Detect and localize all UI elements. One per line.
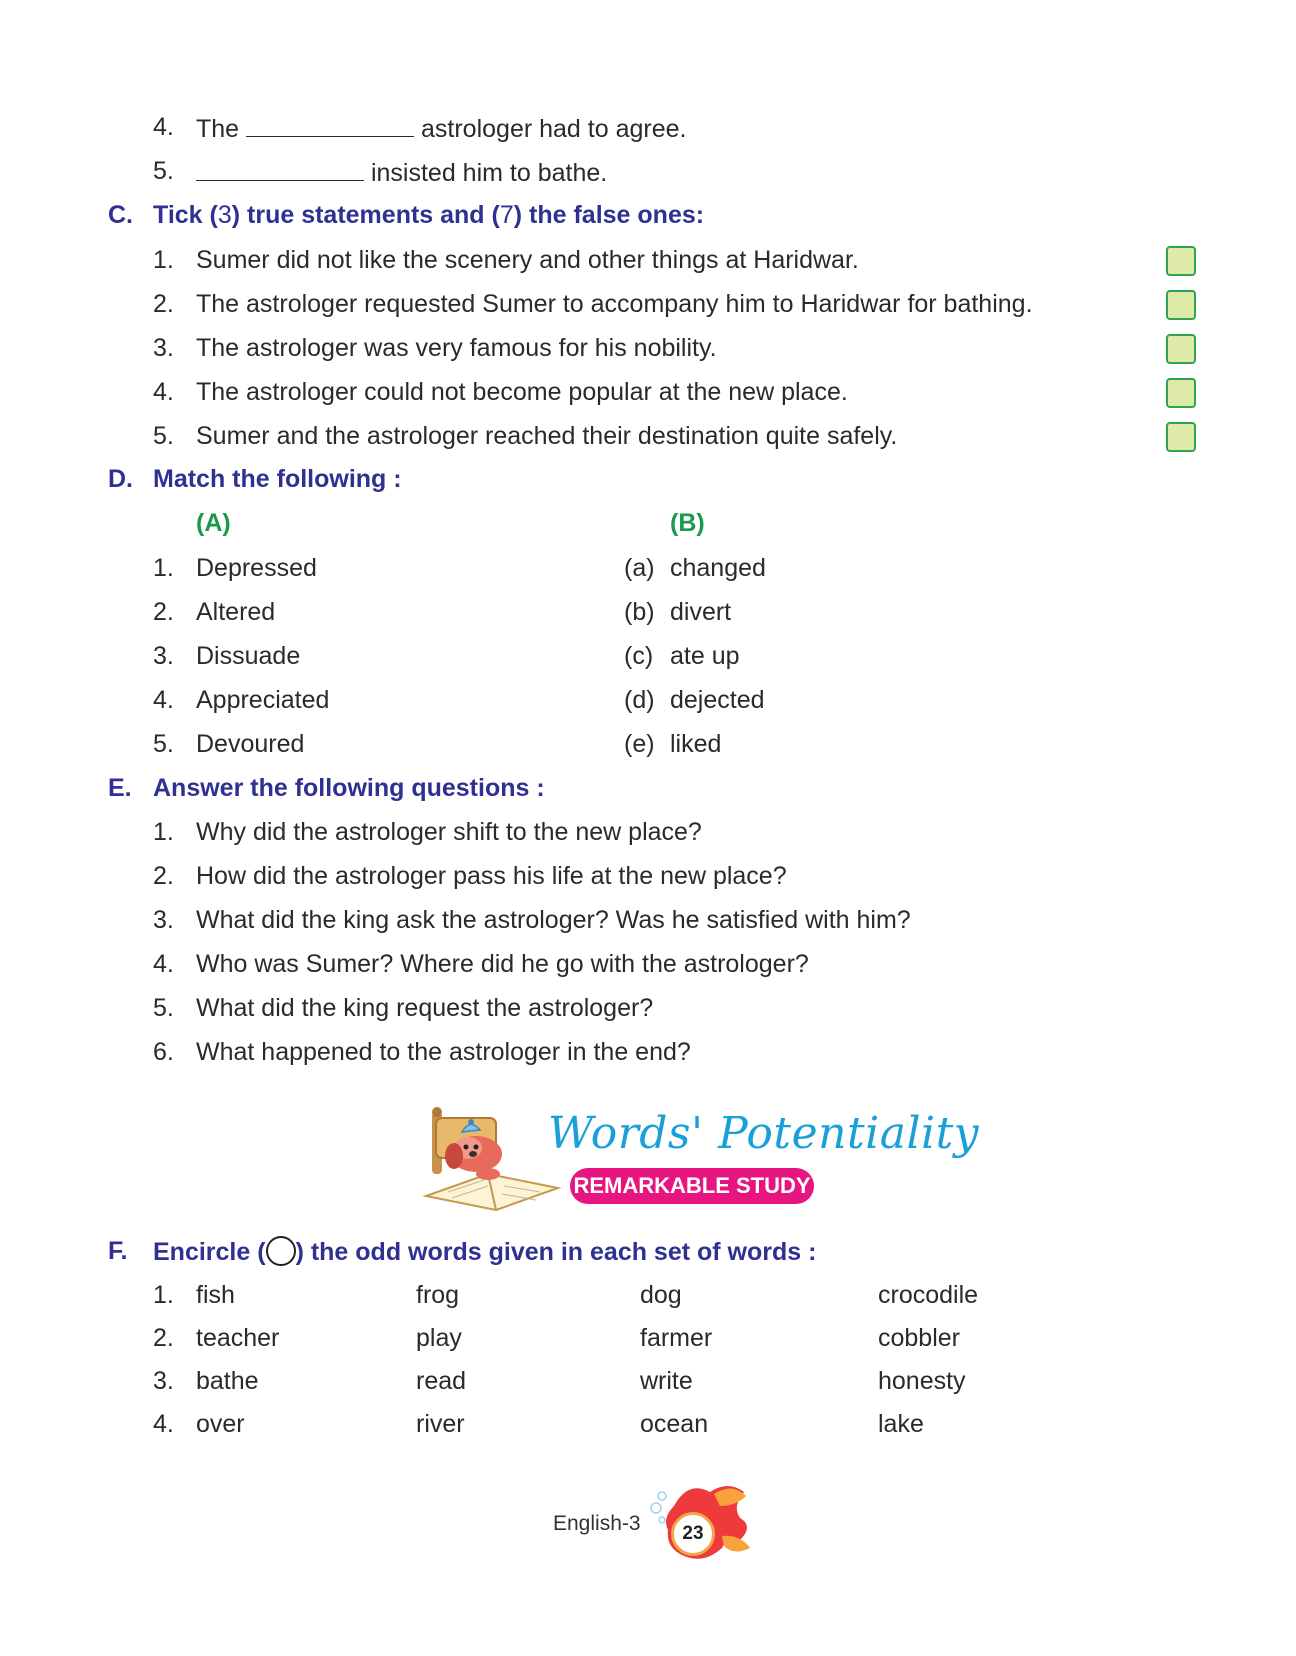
match-word-a: Dissuade xyxy=(196,642,301,670)
word-option[interactable]: play xyxy=(416,1324,462,1352)
answer-checkbox[interactable] xyxy=(1166,290,1196,320)
word-option[interactable]: frog xyxy=(416,1281,460,1309)
fill-blank-item xyxy=(196,156,607,188)
item-number: 4. xyxy=(153,950,174,978)
column-b-heading: (B) xyxy=(670,509,705,537)
item-number: 2. xyxy=(153,862,174,890)
item-number: 4. xyxy=(153,113,174,141)
section-f-heading xyxy=(153,1236,816,1267)
answer-checkbox[interactable] xyxy=(1166,246,1196,276)
answer-blank[interactable] xyxy=(196,156,364,181)
cross-symbol: 7 xyxy=(499,201,514,229)
section-letter: E. xyxy=(108,774,132,802)
word-option[interactable]: honesty xyxy=(878,1367,966,1395)
match-word-b: ate up xyxy=(670,642,740,670)
fill-blank-item xyxy=(196,112,686,144)
item-number: 2. xyxy=(153,290,174,318)
section-letter: C. xyxy=(108,201,133,229)
word-option[interactable]: cobbler xyxy=(878,1324,960,1352)
answer-checkbox[interactable] xyxy=(1166,422,1196,452)
word-option[interactable]: read xyxy=(416,1367,467,1395)
item-number: 4. xyxy=(153,1410,174,1438)
match-letter: (c) xyxy=(624,642,654,670)
item-number: 1. xyxy=(153,1281,174,1309)
page-number: 23 xyxy=(671,1512,715,1556)
heading-text: ) true statements and ( xyxy=(231,201,500,229)
item-number: 2. xyxy=(153,598,174,626)
fill-blank-before: The xyxy=(196,115,240,143)
word-option[interactable]: crocodile xyxy=(878,1281,979,1309)
item-number: 4. xyxy=(153,686,174,714)
statement: Sumer did not like the scenery and other things at Haridwar. xyxy=(196,246,859,274)
section-letter: F. xyxy=(108,1237,128,1265)
word-option[interactable]: teacher xyxy=(196,1324,280,1352)
fill-blank-after: astrologer had to agree. xyxy=(421,115,687,143)
banner-title: Words' Potentiality xyxy=(548,1108,980,1159)
column-a-heading: (A) xyxy=(196,509,231,537)
word-option[interactable]: dog xyxy=(640,1281,682,1309)
match-word-a: Appreciated xyxy=(196,686,330,714)
match-word-a: Altered xyxy=(196,598,276,626)
item-number: 1. xyxy=(153,246,174,274)
word-option[interactable]: ocean xyxy=(640,1410,709,1438)
banner-subtitle: REMARKABLE STUDY xyxy=(570,1168,814,1204)
match-word-a: Devoured xyxy=(196,730,305,758)
word-option[interactable]: farmer xyxy=(640,1324,713,1352)
question: How did the astrologer pass his life at the new place? xyxy=(196,862,787,890)
item-number: 3. xyxy=(153,642,174,670)
statement: The astrologer was very famous for his nobility. xyxy=(196,334,717,362)
match-word-a: Depressed xyxy=(196,554,317,582)
item-number: 5. xyxy=(153,730,174,758)
book-title: English-3 xyxy=(553,1512,641,1535)
item-number: 1. xyxy=(153,554,174,582)
item-number: 5. xyxy=(153,157,174,185)
answer-checkbox[interactable] xyxy=(1166,378,1196,408)
item-number: 1. xyxy=(153,818,174,846)
heading-text: ) the odd words given in each set of words : xyxy=(295,1238,817,1266)
match-word-b: divert xyxy=(670,598,732,626)
question: What did the king ask the astrologer? Was he satisfied with him? xyxy=(196,906,911,934)
match-letter: (a) xyxy=(624,554,655,582)
reading-dog-illustration xyxy=(418,1104,568,1214)
match-word-b: dejected xyxy=(670,686,765,714)
match-word-b: liked xyxy=(670,730,722,758)
answer-checkbox[interactable] xyxy=(1166,334,1196,364)
word-option[interactable]: river xyxy=(416,1410,465,1438)
question: Who was Sumer? Where did he go with the astrologer? xyxy=(196,950,809,978)
section-e-heading: Answer the following questions : xyxy=(153,774,545,802)
section-d-heading: Match the following : xyxy=(153,465,402,493)
answer-blank[interactable] xyxy=(246,112,414,137)
heading-text: Encircle ( xyxy=(153,1238,266,1266)
item-number: 3. xyxy=(153,1367,174,1395)
statement: Sumer and the astrologer reached their destination quite safely. xyxy=(196,422,898,450)
match-letter: (b) xyxy=(624,598,655,626)
tick-symbol: 3 xyxy=(217,201,232,229)
word-option[interactable]: bathe xyxy=(196,1367,259,1395)
question: Why did the astrologer shift to the new place? xyxy=(196,818,702,846)
section-c-heading xyxy=(153,200,704,230)
question: What happened to the astrologer in the end? xyxy=(196,1038,691,1066)
match-letter: (d) xyxy=(624,686,655,714)
word-option[interactable]: write xyxy=(640,1367,693,1395)
match-word-b: changed xyxy=(670,554,766,582)
item-number: 5. xyxy=(153,422,174,450)
fill-blank-after: insisted him to bathe. xyxy=(370,159,608,187)
item-number: 3. xyxy=(153,334,174,362)
statement: The astrologer could not become popular at the new place. xyxy=(196,378,848,406)
item-number: 3. xyxy=(153,906,174,934)
heading-text: ) the false ones: xyxy=(513,201,705,229)
item-number: 6. xyxy=(153,1038,174,1066)
word-option[interactable]: lake xyxy=(878,1410,924,1438)
heading-text: Tick ( xyxy=(153,201,218,229)
circle-icon xyxy=(266,1236,296,1266)
item-number: 4. xyxy=(153,378,174,406)
word-option[interactable]: fish xyxy=(196,1281,235,1309)
statement: The astrologer requested Sumer to accompany him to Haridwar for bathing. xyxy=(196,290,1033,318)
question: What did the king request the astrologer? xyxy=(196,994,654,1022)
word-option[interactable]: over xyxy=(196,1410,245,1438)
item-number: 2. xyxy=(153,1324,174,1352)
match-letter: (e) xyxy=(624,730,655,758)
section-letter: D. xyxy=(108,465,133,493)
item-number: 5. xyxy=(153,994,174,1022)
